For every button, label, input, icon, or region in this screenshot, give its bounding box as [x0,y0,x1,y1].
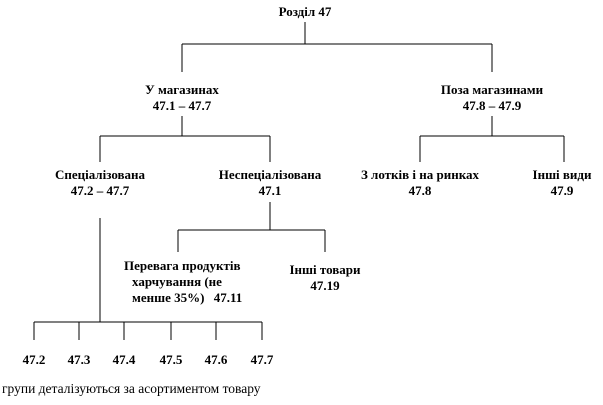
node-out-of-stores-label: Поза магазинами [440,82,544,97]
node-other-goods-code: 47.19 [310,278,340,293]
node-root-label: Розділ 47 [278,4,332,19]
node-food-predominance-line3-row [124,290,274,306]
group-code: 47.6 [204,352,228,367]
node-out-of-stores [417,82,567,114]
node-other-types [522,167,602,199]
node-other-goods-label: Інші товари [289,262,361,277]
group-code: 47.4 [112,352,136,367]
node-specialized-range: 47.2 – 47.7 [70,183,130,198]
node-non-specialized-code: 47.1 [258,183,282,198]
group-code: 47.3 [67,352,91,367]
group-code: 47.5 [159,352,183,367]
node-food-predominance-line2: харчування (не [132,274,222,289]
node-stalls-markets [335,167,505,199]
node-specialized-label: Спеціалізована [54,167,146,182]
node-non-specialized-label: Неспеціалізована [218,167,322,182]
node-specialized [30,167,170,199]
node-food-predominance [124,258,274,306]
node-other-types-code: 47.9 [550,183,574,198]
node-stalls-markets-code: 47.8 [408,183,432,198]
node-out-of-stores-range: 47.8 – 47.9 [462,98,522,113]
node-food-predominance-line1: Перевага продуктів [124,258,241,273]
node-root [255,4,355,20]
node-food-predominance-code: 47.11 [213,290,243,305]
node-other-goods [275,262,375,294]
node-food-predominance-line3: менше 35%) [132,290,205,305]
footnote-text: групи деталізуються за асортиментом товару [2,381,261,396]
node-stalls-markets-label: З лотків і на ринках [360,167,480,182]
node-in-stores-label: У магазинах [145,82,219,97]
group-code: 47.7 [250,352,274,367]
node-other-types-label: Інші види [532,167,592,182]
node-non-specialized [195,167,345,199]
node-in-stores-range: 47.1 – 47.7 [152,98,212,113]
group-code: 47.2 [22,352,46,367]
node-in-stores [112,82,252,114]
